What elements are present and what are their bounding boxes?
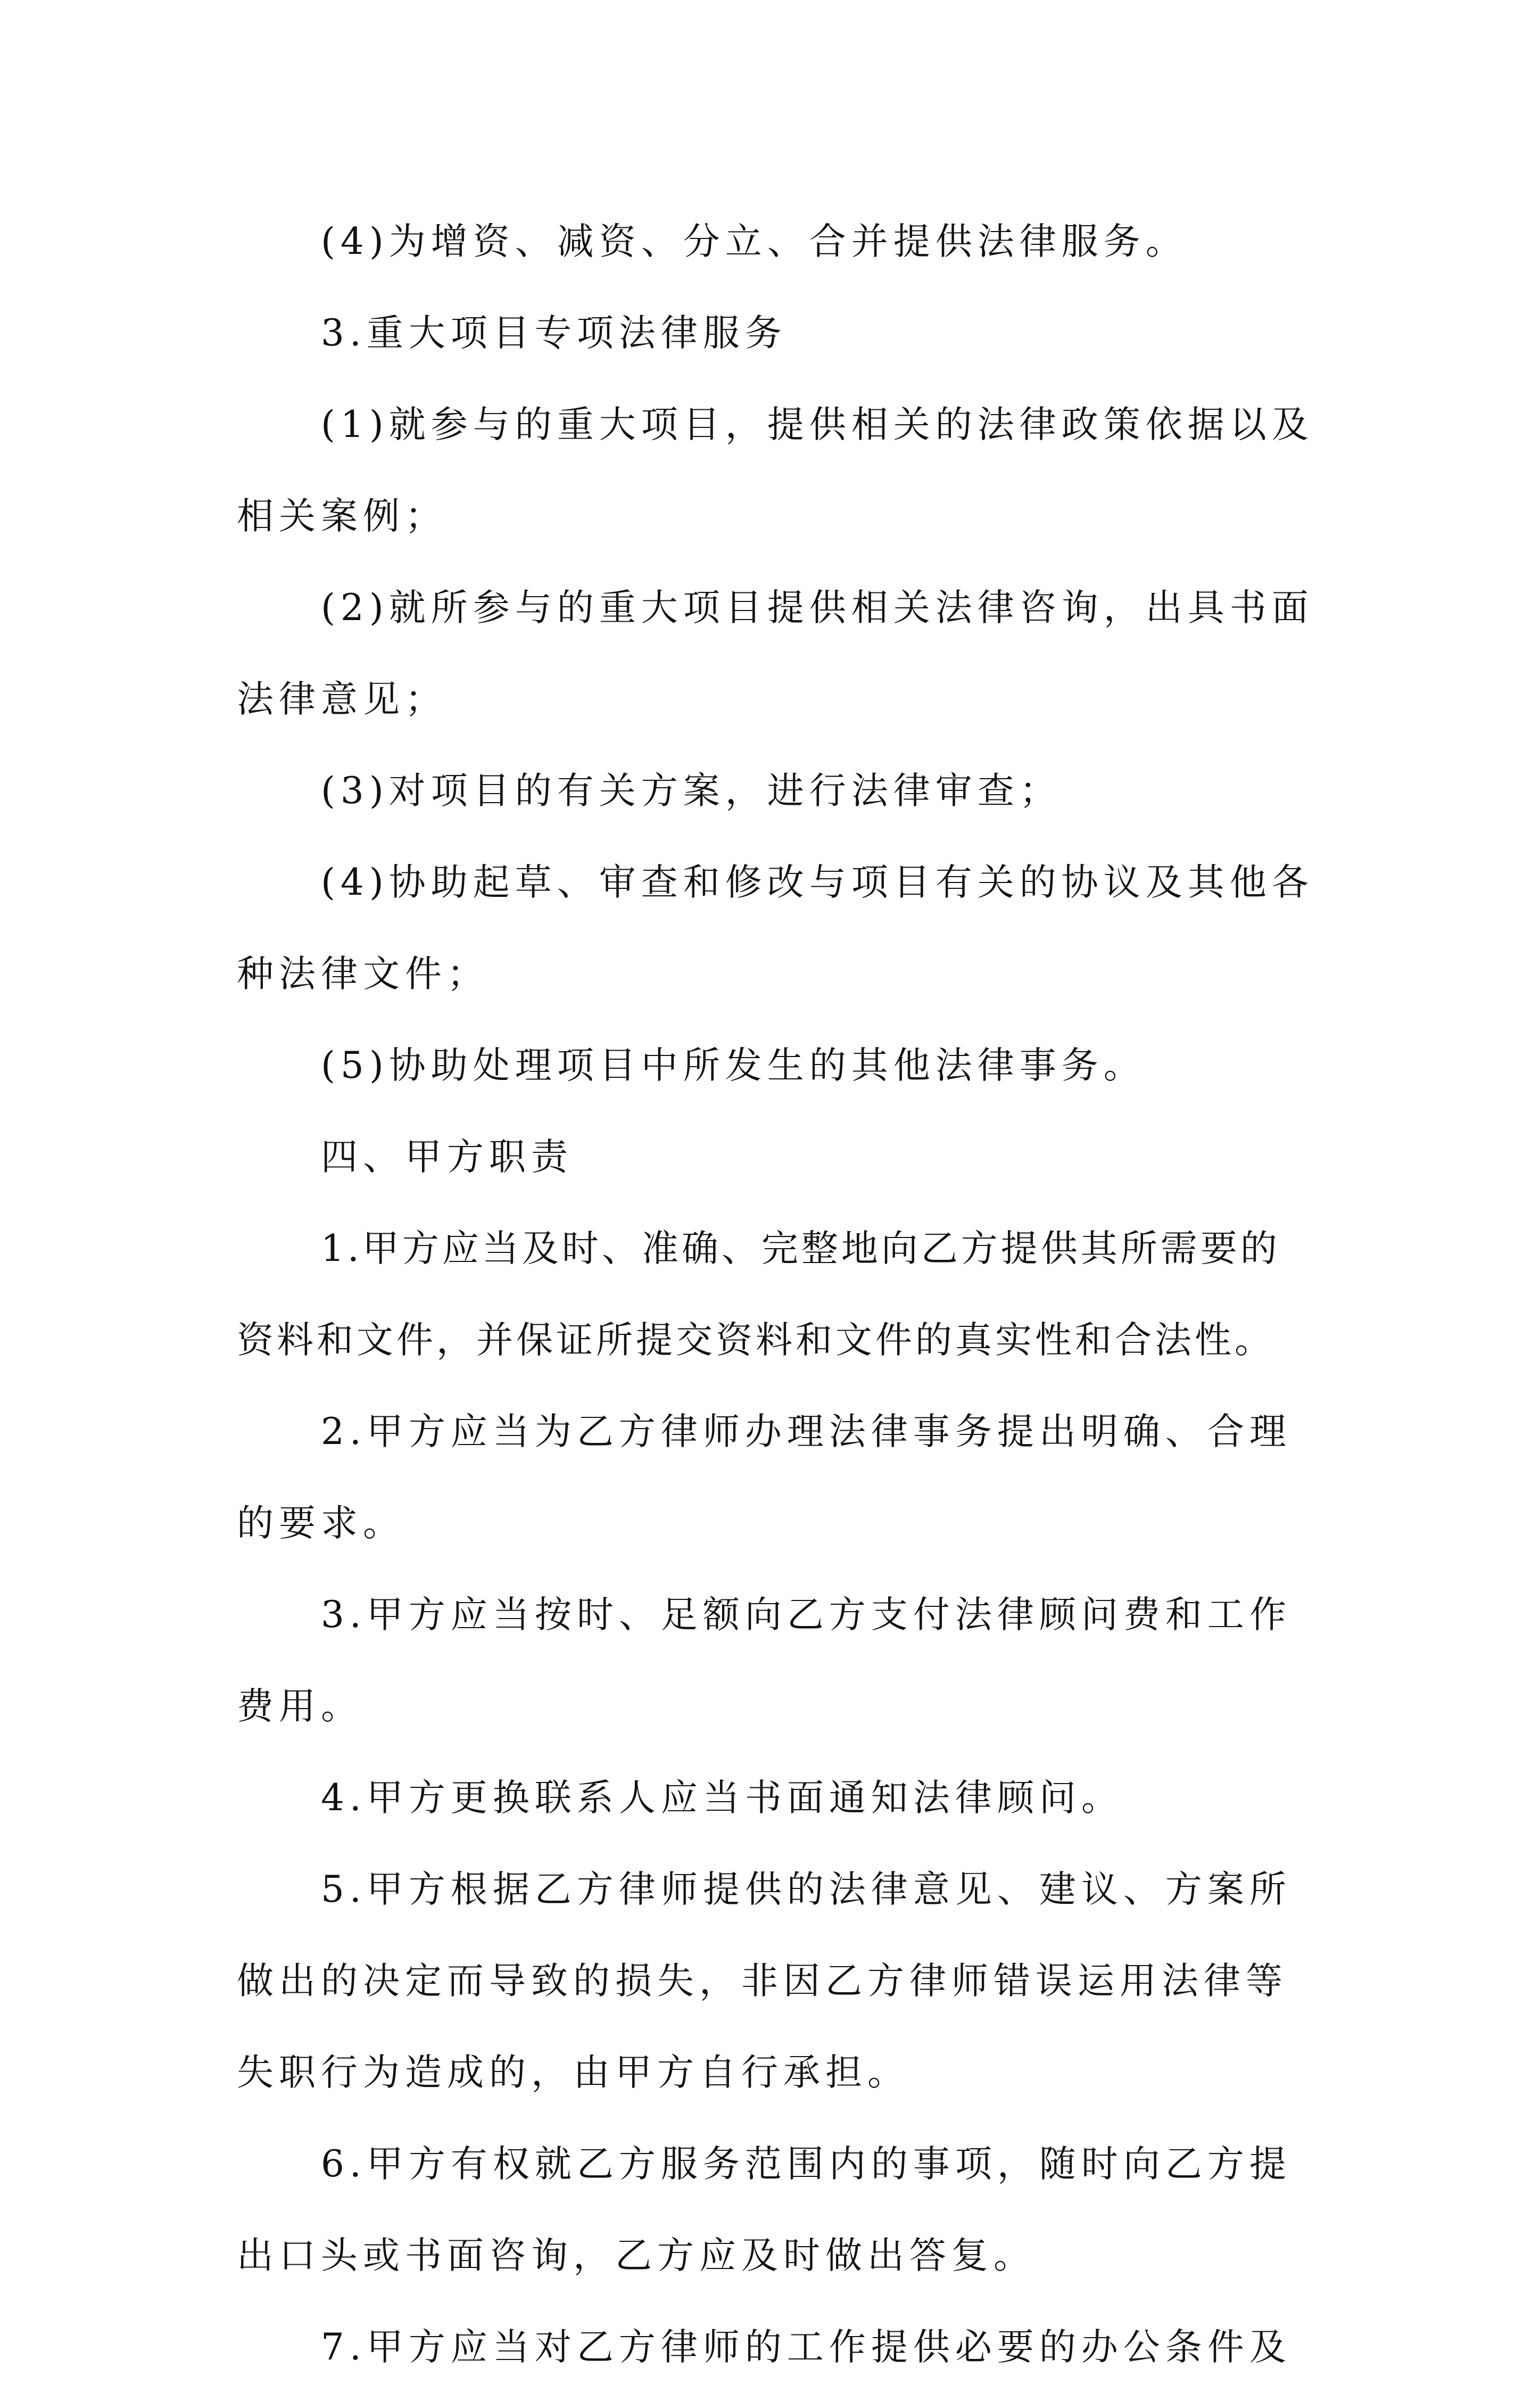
paragraph-4-capital-services: (4)为增资、减资、分立、合并提供法律服务。: [321, 220, 1188, 263]
duty-2-clear-requirements: 2.甲方应当为乙方律师办理法律事务提出明确、合理的要求。: [237, 1410, 1291, 1545]
duty-4-notify-contact-change: 4.甲方更换联系人应当书面通知法律顾问。: [321, 1777, 1123, 1819]
document-body: [237, 196, 1314, 2393]
duty-7-office-conditions: 7.甲方应当对乙方律师的工作提供必要的办公条件及: [321, 2326, 1291, 2369]
paragraph-2-legal-consulting: (2)就所参与的重大项目提供相关法律咨询，出具书面法律意见；: [237, 587, 1314, 721]
duty-1-provide-materials: 1.甲方应当及时、准确、完整地向乙方提供其所需要的资料和文件，并保证所提交资料和文件的真实性和合法性。: [237, 1227, 1280, 1361]
paragraph-1-policy-basis: (1)就参与的重大项目，提供相关的法律政策依据以及相关案例；: [237, 403, 1314, 538]
duty-3-pay-fees: 3.甲方应当按时、足额向乙方支付法律顾问费和工作费用。: [237, 1594, 1291, 1728]
paragraph-3-legal-review: (3)对项目的有关方案，进行法律审查；: [321, 770, 1062, 812]
duty-5-bear-losses: 5.甲方根据乙方律师提供的法律意见、建议、方案所做出的决定而导致的损失，非因乙方律师错误运用法律等失职行为造成的，由甲方自行承担。: [237, 1868, 1291, 2094]
heading-major-project-services: 3.重大项目专项法律服务: [321, 312, 787, 354]
paragraph-5-other-affairs: (5)协助处理项目中所发生的其他法律事务。: [321, 1044, 1146, 1087]
duty-6-consultation-right: 6.甲方有权就乙方服务范围内的事项，随时向乙方提出口头或书面咨询，乙方应及时做出答复。: [237, 2143, 1291, 2277]
section-heading-party-a-duties: 四、甲方职责: [321, 1136, 573, 1178]
paragraph-4-draft-documents: (4)协助起草、审查和修改与项目有关的协议及其他各种法律文件；: [237, 861, 1314, 995]
